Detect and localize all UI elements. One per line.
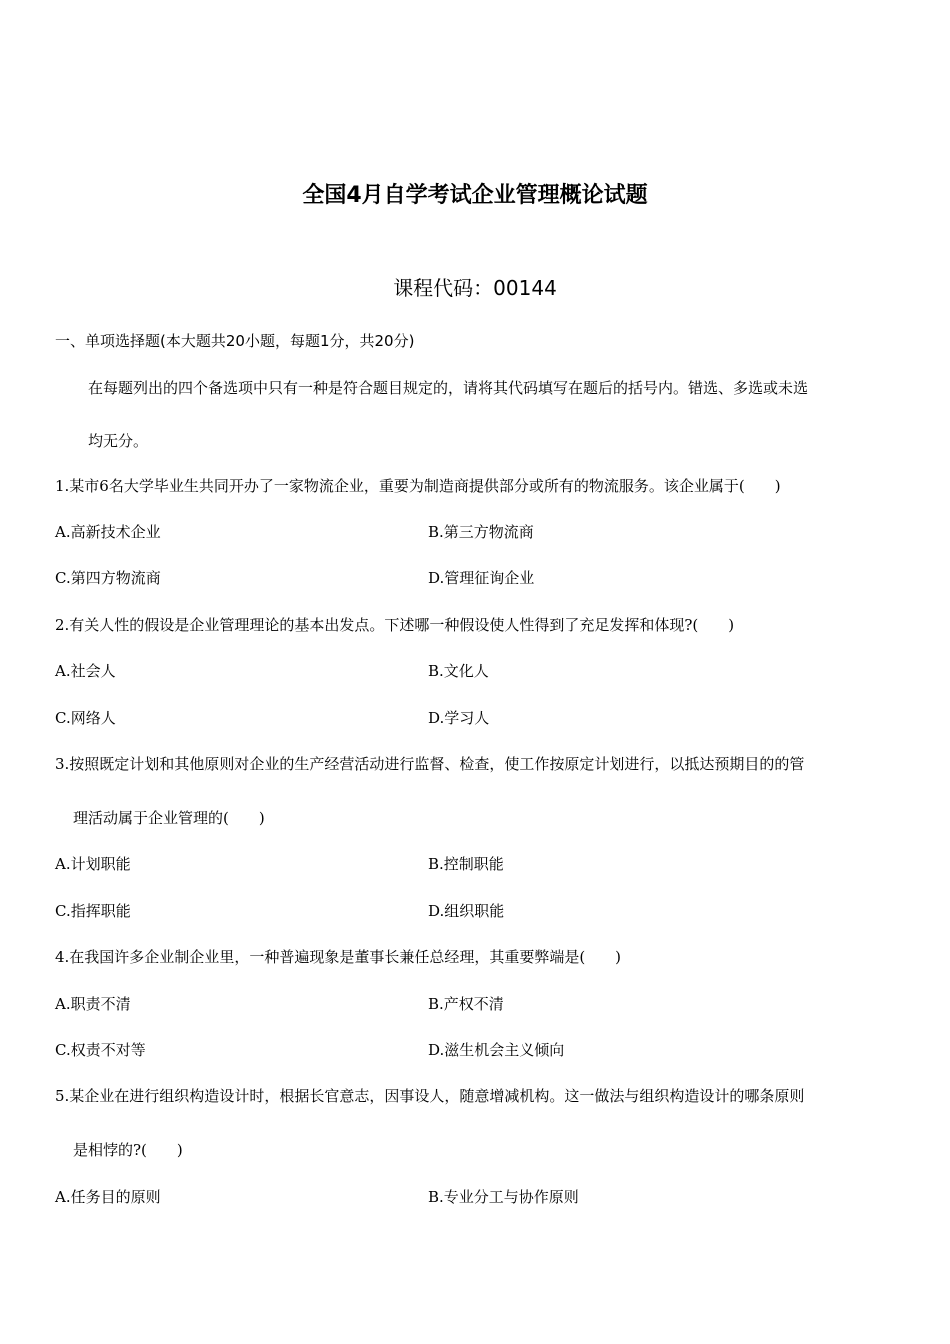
- question-2-option-d: D.学习人: [428, 709, 490, 727]
- question-2-text: 2.有关人性的假设是企业管理理论的基本出发点。下述哪一种假设使人性得到了充足发挥和体现?( ): [55, 616, 735, 634]
- question-4-text: 4.在我国许多企业制企业里，一种普遍现象是董事长兼任总经理，其重要弊端是( ): [55, 948, 622, 966]
- question-5-text: 5.某企业在进行组织构造设计时，根据长官意志，因事设人，随意增减机构。这一做法与组织构造设计的哪条原则: [55, 1087, 805, 1105]
- question-5-option-a: A.任务目的原则: [55, 1188, 161, 1206]
- question-1-option-d: D.管理征询企业: [428, 569, 535, 587]
- question-1-option-b: B.第三方物流商: [428, 523, 534, 541]
- question-2-option-a: A.社会人: [55, 662, 116, 680]
- question-3-text: 3.按照既定计划和其他原则对企业的生产经营活动进行监督、检查，使工作按原定计划进行，以抵达预期目的的管: [55, 755, 805, 773]
- course-code: 课程代码：00144: [393, 276, 557, 300]
- question-3-option-b: B.控制职能: [428, 855, 504, 873]
- question-2-option-c: C.网络人: [55, 709, 116, 727]
- question-1-text: 1.某市6名大学毕业生共同开办了一家物流企业，重要为制造商提供部分或所有的物流服务。该企业属于( ): [55, 477, 781, 495]
- question-5-option-b: B.专业分工与协作原则: [428, 1188, 579, 1206]
- question-3-option-d: D.组织职能: [428, 902, 505, 920]
- section-instruction-line2: 均无分。: [88, 432, 149, 450]
- section-instruction-line1: 在每题列出的四个备选项中只有一种是符合题目规定的，请将其代码填写在题后的括号内。错选、多选或未选: [88, 379, 809, 397]
- question-1-option-a: A.高新技术企业: [55, 523, 161, 541]
- question-1-option-c: C.第四方物流商: [55, 569, 161, 587]
- question-3-option-a: A.计划职能: [55, 855, 131, 873]
- question-3-text-cont: 理活动属于企业管理的( ): [73, 809, 265, 827]
- question-4-option-a: A.职责不清: [55, 995, 131, 1013]
- question-4-option-c: C.权责不对等: [55, 1041, 146, 1059]
- question-4-option-b: B.产权不清: [428, 995, 504, 1013]
- question-5-text-cont: 是相悖的?( ): [73, 1141, 183, 1159]
- section-heading: 一、单项选择题(本大题共20小题，每题1分，共20分): [55, 332, 415, 350]
- question-4-option-d: D.滋生机会主义倾向: [428, 1041, 565, 1059]
- question-3-option-c: C.指挥职能: [55, 902, 131, 920]
- question-2-option-b: B.文化人: [428, 662, 489, 680]
- page-title: 全国4月自学考试企业管理概论试题: [302, 183, 648, 208]
